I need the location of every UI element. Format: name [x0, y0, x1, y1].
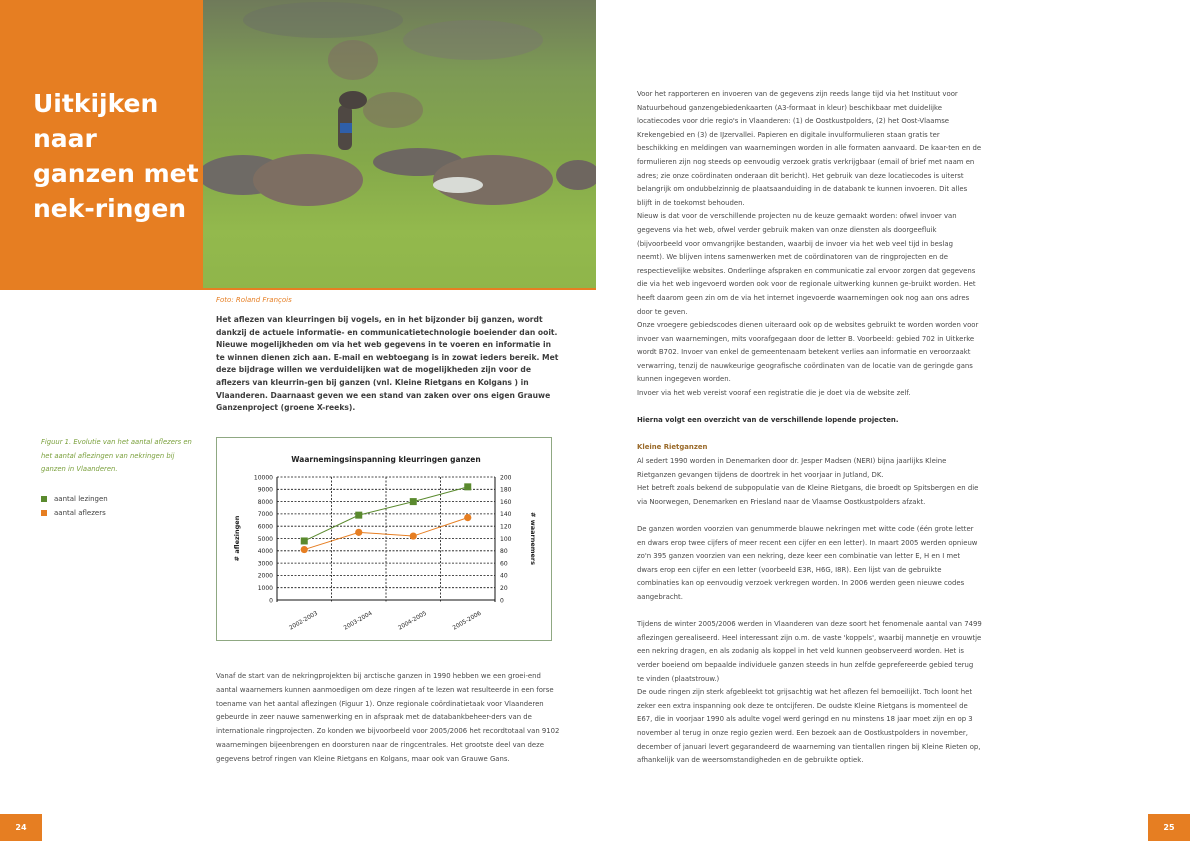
- paragraph-rings: De ganzen worden voorzien van genummerde blauwe nekringen met witte code (één grote letter en dwars erop twee cijfers of meer recent een cijfer en een letter). In maart 2005 werden opnieuw zo'n 395 ganzen voorzien van een nekring, deze keer een combinatie van letter E, H en I met dwars erop een cijfer en een letter (voorbeeld E3R, H6G, I8R). Een lijst van de gebruikte combinaties kan op eenvoudig verzoek verkregen worden. In 2006 werden geen nieuwe codes aangebracht.: [637, 525, 978, 601]
- right-column: [637, 88, 982, 768]
- legend-item-aflezers: [41, 506, 108, 520]
- intro-paragraph: Het aflezen van kleurringen bij vogels, en in het bijzonder bij ganzen, wordt dankzij de actuele informatie- en communicatietechnologie boeiender dan ooit. Nieuwe mogelijkheden om via het web gegevens in te voeren en informatie in te winnen dienen zich aan. E-mail en webtoegang is in zowat ieders bereik. Met deze bijdrage willen we verduidelijken wat de mogelijkheden zijn voor de aflezers van kleurrin-gen bij ganzen (vnl. Kleine Rietgans en Kolgans ) in Vlaanderen. Daarnaast geven we een stand van zaken over ons eigen Grauwe Ganzenproject (groene X-reeks).: [216, 315, 559, 413]
- y-tick-label: 6000: [257, 523, 273, 531]
- y2-tick-label: 0: [500, 597, 504, 605]
- x-tick-label: 2003-2004: [343, 610, 374, 632]
- paragraph-codes: Onze vroegere gebiedscodes dienen uiteraard ook op de websites gebruikt te worden worden voor invoer van waarnemingen, mits voorafgegaan door de letter B. Voorbeeld: gebied 702 in Uitkerke wordt B702. Invoer van enkel de gemeentenaam betekent verlies aan informatie en veroorzaakt verwarring, tenzij de nauwkeurige geografische coördinaten van de locatie van de geringde gans kunnen ingegeven worden.: [637, 321, 979, 384]
- paragraph-new: Nieuw is dat voor de verschillende projecten nu de keuze gemaakt worden: ofwel invoer van gegevens via het web, ofwel verder gebruik maken van onze diensten als doorgeefluik (bijvoorbeeld voor omvangrijke bestanden, waarbij de invoer via het web veel tijd in beslag neemt). We blijven intens samenwerken met de coördinatoren van de ringprojecten en de respectievelijke websites. Onderlinge afspraken en communicatie zal ervoor zorgen dat gegevens die via het web ingevoerd worden ook voor de regionale uitwerking kunnen ge-bruikt worden. Het heeft daarom geen zin om de via het internet ingevoerde waarnemingen ook nog aan ons adres door te geven.: [637, 212, 976, 316]
- data-point-lezingen: [410, 498, 417, 505]
- legend-label: aantal aflezers: [54, 509, 106, 517]
- data-point-aflezers: [464, 514, 471, 521]
- y2-axis-label: # waarnemers: [529, 512, 537, 565]
- data-point-aflezers: [355, 529, 362, 536]
- y-tick-label: 2000: [257, 572, 273, 580]
- chart-legend: [41, 492, 108, 520]
- chart-title: Waarnemingsinspanning kleurringen ganzen: [291, 455, 481, 464]
- green-square-icon: [41, 496, 47, 502]
- y-axis-label: # aflezingen: [233, 515, 241, 562]
- data-point-lezingen: [355, 512, 362, 519]
- y2-tick-label: 200: [500, 474, 512, 482]
- data-point-lezingen: [301, 537, 308, 544]
- orange-square-icon: [41, 510, 47, 516]
- y2-tick-label: 80: [500, 548, 508, 556]
- goose-photo: [203, 0, 596, 290]
- paragraph-subpopulation: Het betreft zoals bekend de subpopulatie van de Kleine Rietgans, die broedt op Spitsbergen en die via Noorwegen, Denemarken en Friesland naar de Vlaamse Oostkustpolders afzakt.: [637, 484, 979, 506]
- y-tick-label: 7000: [257, 511, 273, 519]
- y-tick-label: 0: [269, 597, 273, 605]
- x-tick-label: 2002-2003: [288, 610, 319, 632]
- x-tick-label: 2004-2005: [397, 610, 428, 632]
- body-left-paragraph: Vanaf de start van de nekringprojekten bij arctische ganzen in 1990 hebben we een groei-end aantal waarnemers kunnen aanmoedigen om deze ringen af te lezen wat resulteerde in een forse toename van het aantal aflezingen (Figuur 1). Onze regionale coördinatietaak voor Vlaanderen gebeurde in zeer nauwe samenwerking en in afspraak met de databankbeheer-ders van de internationale ringprojecten. Zo konden we bijvoorbeeld voor 2005/2006 het recordtotaal van 9102 waarnemingen bijeenbrengen en doorsturen naar de ringcentrales. Het grootste deel van deze gegevens betrof ringen van Kleine Rietgans en Kolgans, maar ook van Grauwe Gans.: [216, 672, 560, 763]
- data-point-lezingen: [464, 483, 471, 490]
- line-chart: [217, 438, 553, 642]
- paragraph-reporting: Voor het rapporteren en invoeren van de gegevens zijn reeds lange tijd via het Instituut voor Natuurbehoud ganzengebiedenkaarten (A3-formaat in kleur) beschikbaar met duidelijke locatiecodes voor drie regio's in Vlaanderen: (1) de Oostkustpolders, (2) het Oost-Vlaamse Krekengebied en (3) de IJzervallei. Papieren en digitale invulformulieren staan gratis ter beschikking en meldingen van waarnemingen worden in alle formaten aanvaard. De kaar-ten en de formulieren zijn nog steeds op eenvoudig verzoek gratis verkrijgbaar (email of brief met naam en adres; zie onze coördinaten onderaan dit bericht). Het gebruik van deze locatiecodes is uiterst belangrijk om ondubbelzinnig de plaatsaanduiding in de databank te kunnen invoeren. Dit alles blijft in de toekomst behouden.: [637, 90, 982, 207]
- y2-tick-label: 60: [500, 560, 508, 568]
- y2-tick-label: 100: [500, 535, 512, 543]
- y-tick-label: 5000: [257, 535, 273, 543]
- y-tick-label: 3000: [257, 560, 273, 568]
- photo-credit: Foto: Roland François: [216, 296, 292, 304]
- goose-illustration: [203, 0, 596, 290]
- x-tick-label: 2005-2006: [452, 610, 483, 632]
- paragraph-winter: Tijdens de winter 2005/2006 werden in Vlaanderen van deze soort het fenomenale aantal van 7499 aflezingen gerealiseerd. Heel interessant zijn o.m. de vaste 'koppels', waarbij mannetje en vrouwtje een nekring dragen, en als zodanig als koppel in het veld kunnen geobserveerd worden. Het is verder boeiend om bepaalde individuele ganzen steeds in hun zelfde geprefereerde gebied terug te vinden (plaatstrouw.): [637, 620, 982, 683]
- y2-tick-label: 40: [500, 572, 508, 580]
- overview-heading: Hierna volgt een overzicht van de verschillende lopende projecten.: [637, 416, 899, 425]
- y2-tick-label: 160: [500, 498, 512, 506]
- paragraph-registration: Invoer via het web vereist vooraf een registratie die je doet via de website zelf.: [637, 389, 911, 398]
- page-number-right: 25: [1148, 814, 1190, 841]
- y2-tick-label: 20: [500, 585, 508, 592]
- y-tick-label: 4000: [257, 548, 273, 556]
- y2-tick-label: 120: [500, 523, 512, 531]
- data-point-aflezers: [410, 532, 417, 539]
- page-number-left: 24: [0, 814, 42, 841]
- data-point-aflezers: [301, 546, 308, 553]
- y2-tick-label: 140: [500, 511, 512, 519]
- y-tick-label: 8000: [257, 498, 273, 506]
- legend-item-lezingen: [41, 492, 108, 506]
- legend-label: aantal lezingen: [54, 495, 108, 503]
- paragraph-old-rings: De oude ringen zijn sterk afgebleekt tot grijsachtig wat het aflezen fel bemoeilijkt. Toch loont het zeker een extra inspanning ook deze te ontcijferen. De oudste Kleine Rietgans is momenteel de E67, die in voorjaar 1990 als adulte vogel werd geringd en nu minstens 18 jaar moet zijn en op 3 november al terug in onze regio gezien werd. Een bezoek aan de Oostkustpolders in november, december of januari levert gegarandeerd de waarneming van tientallen ringen bij Kleine Rieten op, afhankelijk van de weersomstandigheden en de gebruikte optiek.: [637, 688, 981, 765]
- paragraph-denmark: Al sedert 1990 worden in Denemarken door dr. Jesper Madsen (NERI) bijna jaarlijks Kleine Rietganzen gevangen tijdens de doortrek in het voorjaar in Jutland, DK.: [637, 457, 947, 479]
- figure-caption: Figuur 1. Evolutie van het aantal aflezers en het aantal aflezingen van nekringen bij ganzen in Vlaanderen.: [41, 438, 192, 474]
- photo-underline: [203, 288, 596, 290]
- y-tick-label: 10000: [253, 474, 273, 482]
- section-heading: Kleine Rietganzen: [637, 443, 708, 452]
- chart-figure: [216, 437, 552, 641]
- y-tick-label: 9000: [257, 486, 273, 494]
- y2-tick-label: 180: [500, 486, 512, 494]
- y-tick-label: 1000: [257, 585, 273, 592]
- article-title: Uitkijken naar ganzen met nek-ringen: [33, 89, 199, 223]
